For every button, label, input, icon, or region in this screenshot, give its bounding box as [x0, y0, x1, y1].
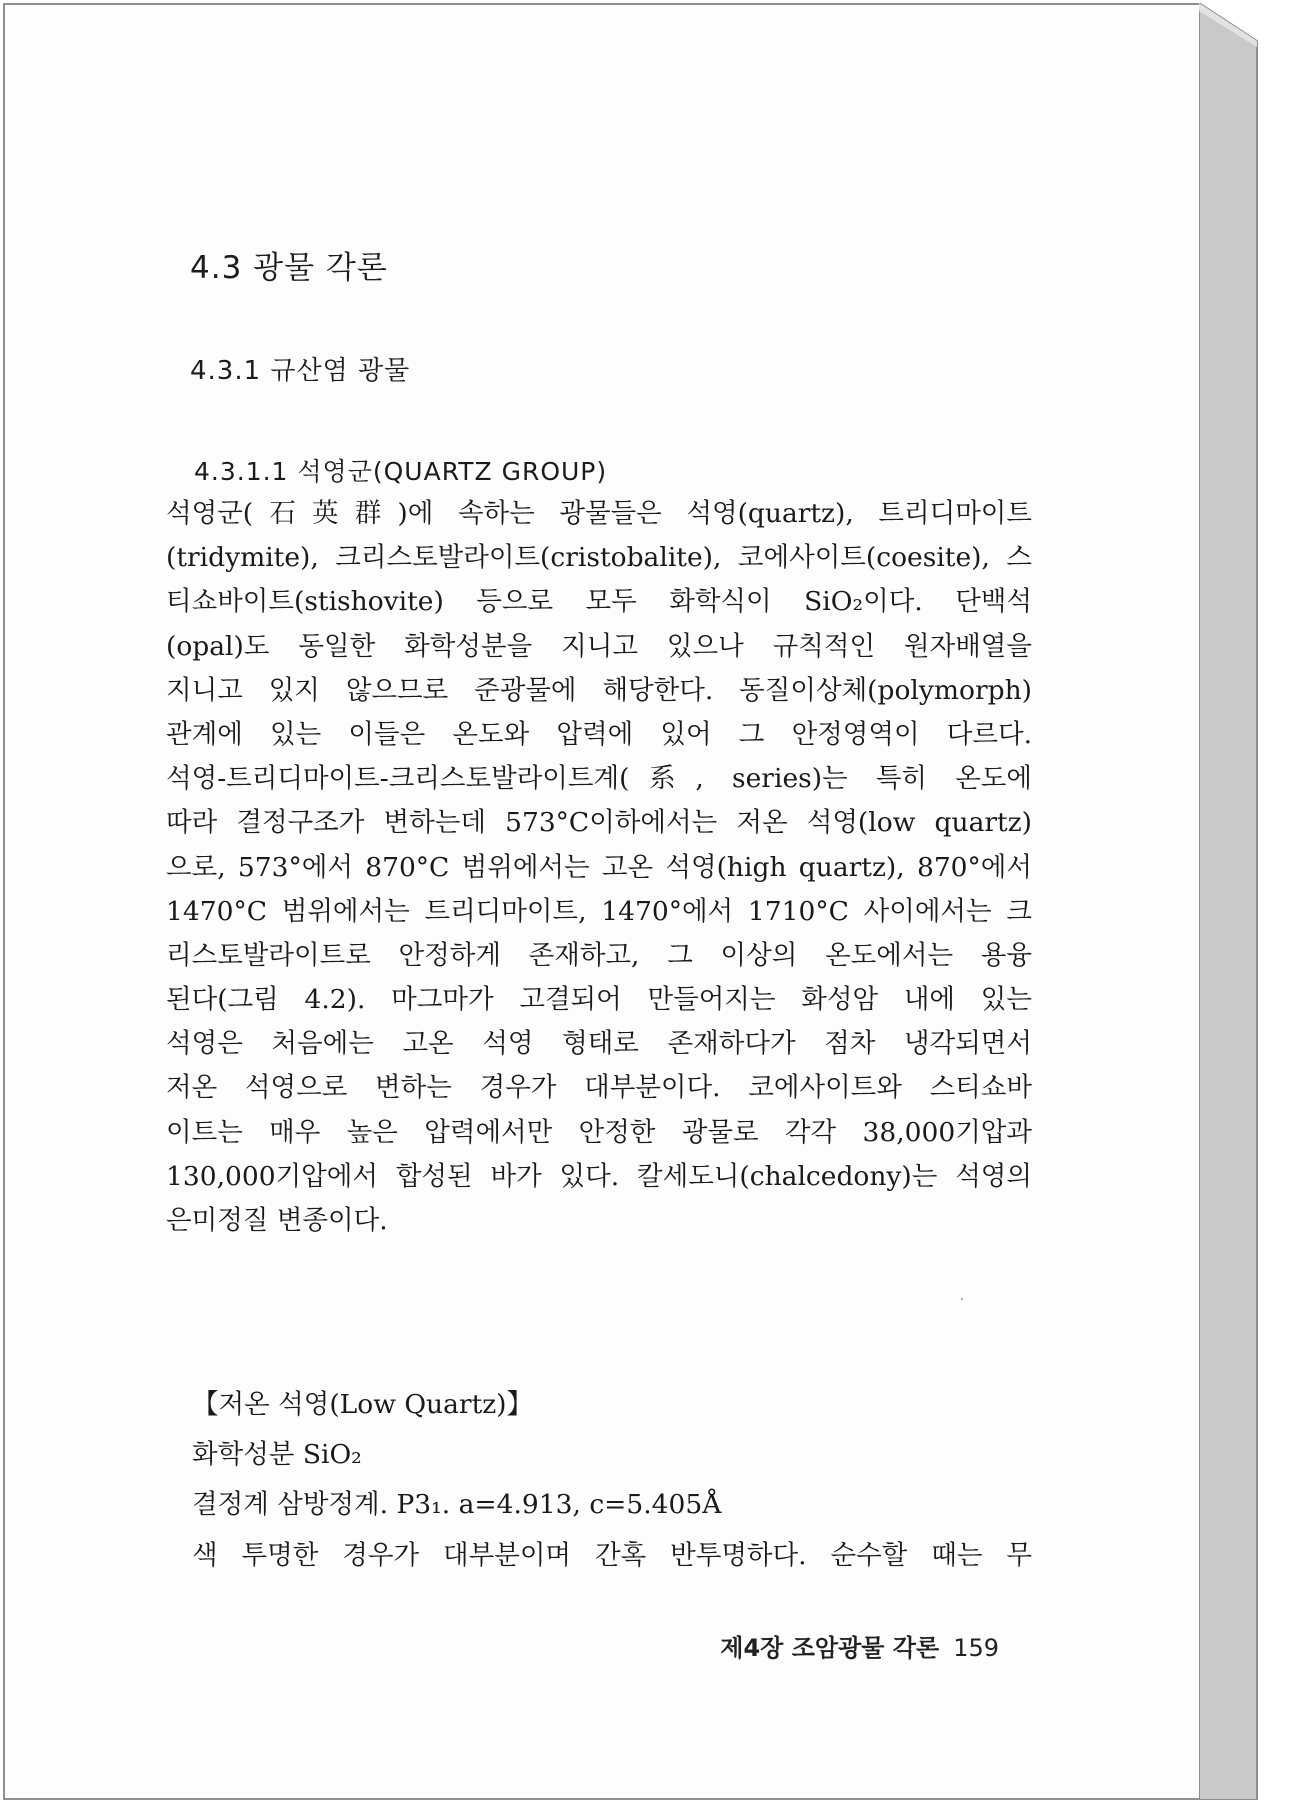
chapter-label: 제4장 조암광물 각론 [720, 1634, 940, 1662]
body-line: 리스토발라이트로 안정하게 존재하고, 그 이상의 온도에서는 용융 [166, 939, 1032, 971]
body-line: 된다(그림 4.2). 마그마가 고결되어 만들어지는 화성암 내에 있는 [166, 984, 1032, 1016]
color-description-line: 색 투명한 경우가 대부분이며 간혹 반투명하다. 순수할 때는 무 [192, 1540, 1032, 1571]
low-quartz-title: 【저온 석영(Low Quartz)】 [192, 1389, 534, 1420]
page-edge-3d [1199, 3, 1299, 1800]
body-line: 저온 석영으로 변하는 경우가 대부분이다. 코에사이트와 스티쇼바 [166, 1072, 1032, 1104]
body-line: 130,000기압에서 합성된 바가 있다. 칼세도니(chalcedony)는 석영의 [166, 1160, 1032, 1192]
body-line: 으로, 573°에서 870°C 범위에서는 고온 석영(high quartz), 870°에서 [166, 851, 1032, 883]
body-line: 관계에 있는 이들은 온도와 압력에 있어 그 안정영역이 다르다. [166, 718, 1032, 750]
crystal-system-line: 결정계 삼방정계. P3₁. a=4.913, c=5.405Å [192, 1489, 722, 1520]
body-paragraph [166, 492, 1032, 1243]
body-line: 지니고 있지 않으므로 준광물에 해당한다. 동질이상체(polymorph) [166, 674, 1032, 706]
page-number: 159 [953, 1634, 999, 1662]
body-line: 석영은 처음에는 고온 석영 형태로 존재하다가 점차 냉각되면서 [166, 1028, 1032, 1060]
chemical-formula-line: 화학성분 SiO₂ [192, 1439, 362, 1470]
body-line: 따라 결정구조가 변하는데 573°C이하에서는 저온 석영(low quartz) [166, 807, 1032, 839]
body-line: 티쇼바이트(stishovite) 등으로 모두 화학식이 SiO₂이다. 단백석 [166, 586, 1032, 618]
body-line: (opal)도 동일한 화학성분을 지니고 있으나 규칙적인 원자배열을 [166, 630, 1032, 662]
scan-speck [961, 1298, 963, 1300]
body-line: 석영군(石英群)에 속하는 광물들은 석영(quartz), 트리디마이트 [166, 498, 1032, 529]
page-footer [720, 1628, 999, 1663]
body-line: 1470°C 범위에서는 트리디마이트, 1470°에서 1710°C 사이에서는 크 [166, 895, 1032, 927]
section-heading: 4.3 광물 각론 [190, 250, 388, 286]
body-line: 이트는 매우 높은 압력에서만 안정한 광물로 각각 38,000기압과 [166, 1116, 1032, 1148]
body-line: 은미정질 변종이다. [166, 1205, 388, 1236]
body-line: 석영-트리디마이트-크리스토발라이트계(系, series)는 특히 온도에 [166, 763, 1032, 795]
subsection-heading: 4.3.1 규산염 광물 [190, 356, 411, 386]
body-line: (tridymite), 크리스토발라이트(cristobalite), 코에사이트(coesite), 스 [166, 542, 1032, 574]
subsubsection-heading: 4.3.1.1 석영군(QUARTZ GROUP) [194, 457, 608, 486]
